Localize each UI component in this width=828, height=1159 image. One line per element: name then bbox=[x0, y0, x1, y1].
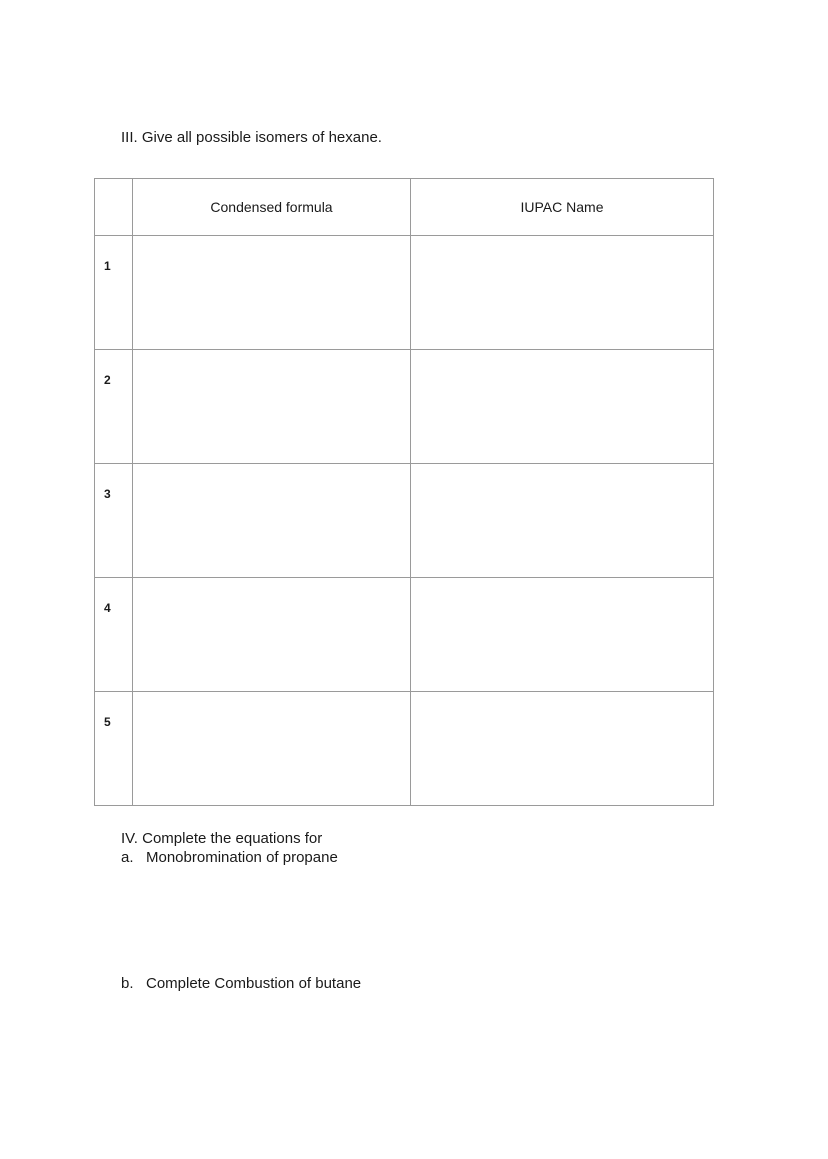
header-iupac-name: IUPAC Name bbox=[411, 179, 714, 236]
iupac-name-cell[interactable] bbox=[411, 236, 714, 350]
condensed-formula-cell[interactable] bbox=[133, 350, 411, 464]
table-header-row bbox=[95, 179, 714, 236]
condensed-formula-cell[interactable] bbox=[133, 578, 411, 692]
row-number: 3 bbox=[104, 487, 111, 501]
item-text: Monobromination of propane bbox=[146, 849, 338, 866]
table-row bbox=[95, 692, 714, 806]
row-number-cell bbox=[95, 464, 133, 578]
row-number-cell bbox=[95, 236, 133, 350]
iupac-name-cell[interactable] bbox=[411, 692, 714, 806]
iupac-name-cell[interactable] bbox=[411, 464, 714, 578]
list-item bbox=[121, 974, 361, 994]
section-iv-heading: IV. Complete the equations for bbox=[121, 830, 323, 847]
row-number: 2 bbox=[104, 373, 111, 387]
iupac-name-cell[interactable] bbox=[411, 350, 714, 464]
header-number bbox=[95, 179, 133, 236]
iupac-name-cell[interactable] bbox=[411, 578, 714, 692]
row-number-cell bbox=[95, 692, 133, 806]
row-number: 5 bbox=[104, 715, 111, 729]
item-marker: a. bbox=[121, 849, 134, 866]
row-number-cell bbox=[95, 350, 133, 464]
item-marker: b. bbox=[121, 975, 134, 992]
table-row bbox=[95, 236, 714, 350]
row-number: 4 bbox=[104, 601, 111, 615]
header-condensed-formula: Condensed formula bbox=[133, 179, 411, 236]
row-number: 1 bbox=[104, 259, 111, 273]
condensed-formula-cell[interactable] bbox=[133, 236, 411, 350]
row-number-cell bbox=[95, 578, 133, 692]
table-row bbox=[95, 350, 714, 464]
table-row bbox=[95, 464, 714, 578]
item-text: Complete Combustion of butane bbox=[146, 975, 362, 992]
section-iii-heading: III. Give all possible isomers of hexane. bbox=[121, 129, 382, 146]
condensed-formula-cell[interactable] bbox=[133, 464, 411, 578]
table-row bbox=[95, 578, 714, 692]
condensed-formula-cell[interactable] bbox=[133, 692, 411, 806]
isomers-table bbox=[94, 178, 714, 806]
list-item bbox=[121, 848, 338, 868]
